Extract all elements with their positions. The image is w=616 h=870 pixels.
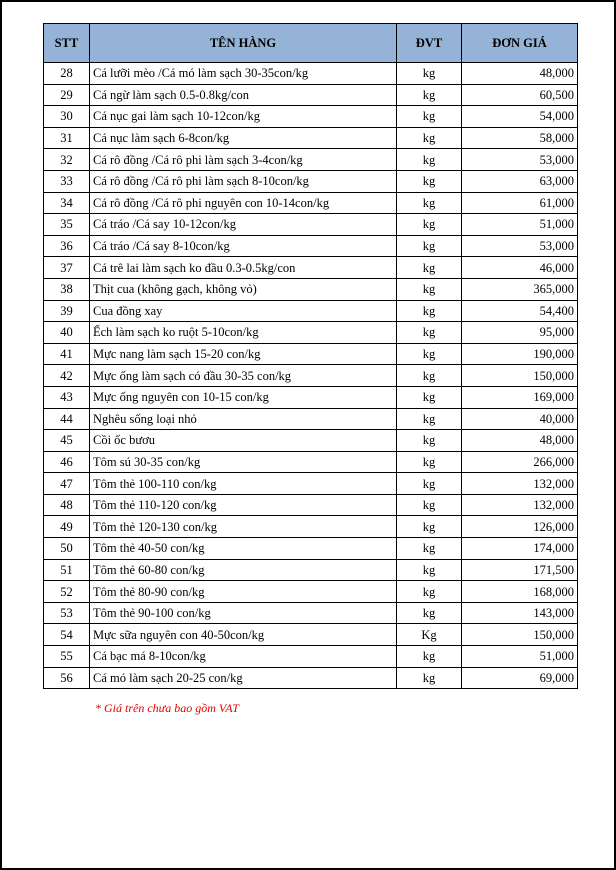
cell-unit: kg [397, 516, 462, 538]
cell-price: 53,000 [462, 235, 578, 257]
cell-stt: 36 [44, 235, 90, 257]
cell-name: Cua đồng xay [90, 300, 397, 322]
cell-unit: kg [397, 63, 462, 85]
cell-name: Cá rô đồng /Cá rô phi nguyên con 10-14con/kg [90, 192, 397, 214]
cell-price: 174,000 [462, 538, 578, 560]
cell-stt: 33 [44, 170, 90, 192]
vat-note: * Giá trên chưa bao gồm VAT [95, 701, 239, 715]
table-row [44, 430, 578, 452]
cell-stt: 42 [44, 365, 90, 387]
cell-price: 132,000 [462, 473, 578, 495]
cell-price: 48,000 [462, 63, 578, 85]
cell-name: Tôm thẻ 100-110 con/kg [90, 473, 397, 495]
cell-price: 126,000 [462, 516, 578, 538]
cell-name: Tôm sú 30-35 con/kg [90, 451, 397, 473]
table-row [44, 149, 578, 171]
table-row [44, 214, 578, 236]
cell-stt: 48 [44, 494, 90, 516]
cell-stt: 41 [44, 343, 90, 365]
table-row [44, 386, 578, 408]
cell-unit: kg [397, 408, 462, 430]
cell-price: 169,000 [462, 386, 578, 408]
table-row [44, 516, 578, 538]
cell-price: 58,000 [462, 127, 578, 149]
cell-price: 48,000 [462, 430, 578, 452]
cell-name: Nghêu sống loại nhỏ [90, 408, 397, 430]
cell-price: 60,500 [462, 84, 578, 106]
cell-stt: 50 [44, 538, 90, 560]
cell-price: 150,000 [462, 365, 578, 387]
cell-name: Cá nục gai làm sạch 10-12con/kg [90, 106, 397, 128]
cell-price: 143,000 [462, 602, 578, 624]
table-row [44, 84, 578, 106]
cell-name: Cá nục làm sạch 6-8con/kg [90, 127, 397, 149]
cell-name: Tôm thẻ 110-120 con/kg [90, 494, 397, 516]
table-header-row [44, 24, 578, 63]
cell-price: 365,000 [462, 278, 578, 300]
cell-name: Tôm thẻ 80-90 con/kg [90, 581, 397, 603]
cell-price: 46,000 [462, 257, 578, 279]
cell-unit: kg [397, 214, 462, 236]
price-table [43, 23, 578, 689]
cell-stt: 51 [44, 559, 90, 581]
table-body [44, 63, 578, 689]
cell-unit: kg [397, 386, 462, 408]
header-name: TÊN HÀNG [90, 24, 397, 63]
cell-price: 132,000 [462, 494, 578, 516]
table-row [44, 343, 578, 365]
cell-stt: 29 [44, 84, 90, 106]
cell-unit: kg [397, 106, 462, 128]
cell-price: 168,000 [462, 581, 578, 603]
table-row [44, 667, 578, 689]
cell-price: 69,000 [462, 667, 578, 689]
cell-name: Ếch làm sạch ko ruột 5-10con/kg [90, 322, 397, 344]
cell-stt: 31 [44, 127, 90, 149]
cell-name: Cá mó làm sạch 20-25 con/kg [90, 667, 397, 689]
table-row [44, 365, 578, 387]
cell-name: Cá lưỡi mèo /Cá mó làm sạch 30-35con/kg [90, 63, 397, 85]
cell-stt: 46 [44, 451, 90, 473]
cell-price: 266,000 [462, 451, 578, 473]
table-row [44, 624, 578, 646]
header-price: ĐƠN GIÁ [462, 24, 578, 63]
table-row [44, 170, 578, 192]
table-row [44, 646, 578, 668]
cell-name: Mực ống làm sạch có đầu 30-35 con/kg [90, 365, 397, 387]
cell-price: 61,000 [462, 192, 578, 214]
cell-stt: 52 [44, 581, 90, 603]
cell-name: Cá rô đồng /Cá rô phi làm sạch 3-4con/kg [90, 149, 397, 171]
cell-name: Tôm thẻ 60-80 con/kg [90, 559, 397, 581]
table-row [44, 63, 578, 85]
cell-stt: 40 [44, 322, 90, 344]
cell-price: 51,000 [462, 214, 578, 236]
cell-unit: kg [397, 84, 462, 106]
cell-unit: kg [397, 127, 462, 149]
cell-unit: kg [397, 667, 462, 689]
table-row [44, 300, 578, 322]
cell-unit: kg [397, 149, 462, 171]
cell-unit: kg [397, 494, 462, 516]
cell-stt: 47 [44, 473, 90, 495]
cell-price: 40,000 [462, 408, 578, 430]
table-row [44, 127, 578, 149]
cell-unit: kg [397, 170, 462, 192]
table-row [44, 235, 578, 257]
cell-unit: kg [397, 300, 462, 322]
table-row [44, 106, 578, 128]
cell-unit: kg [397, 235, 462, 257]
cell-price: 51,000 [462, 646, 578, 668]
cell-price: 63,000 [462, 170, 578, 192]
cell-unit: kg [397, 451, 462, 473]
cell-stt: 54 [44, 624, 90, 646]
cell-price: 95,000 [462, 322, 578, 344]
cell-name: Cá rô đồng /Cá rô phi làm sạch 8-10con/kg [90, 170, 397, 192]
cell-price: 54,000 [462, 106, 578, 128]
cell-price: 53,000 [462, 149, 578, 171]
cell-stt: 35 [44, 214, 90, 236]
cell-stt: 56 [44, 667, 90, 689]
table-row [44, 408, 578, 430]
cell-name: Mực sữa nguyên con 40-50con/kg [90, 624, 397, 646]
cell-name: Cá tráo /Cá say 8-10con/kg [90, 235, 397, 257]
table-row [44, 473, 578, 495]
cell-stt: 32 [44, 149, 90, 171]
cell-unit: kg [397, 343, 462, 365]
cell-stt: 53 [44, 602, 90, 624]
cell-stt: 30 [44, 106, 90, 128]
cell-name: Cá trê lai làm sạch ko đầu 0.3-0.5kg/con [90, 257, 397, 279]
cell-name: Cá tráo /Cá say 10-12con/kg [90, 214, 397, 236]
cell-unit: kg [397, 430, 462, 452]
cell-price: 54,400 [462, 300, 578, 322]
cell-name: Cá bạc má 8-10con/kg [90, 646, 397, 668]
cell-price: 150,000 [462, 624, 578, 646]
cell-stt: 44 [44, 408, 90, 430]
cell-stt: 39 [44, 300, 90, 322]
cell-unit: kg [397, 278, 462, 300]
cell-unit: kg [397, 646, 462, 668]
cell-unit: kg [397, 581, 462, 603]
header-unit: ĐVT [397, 24, 462, 63]
cell-price: 171,500 [462, 559, 578, 581]
cell-name: Mực nang làm sạch 15-20 con/kg [90, 343, 397, 365]
cell-unit: kg [397, 192, 462, 214]
table-row [44, 559, 578, 581]
cell-stt: 49 [44, 516, 90, 538]
cell-stt: 28 [44, 63, 90, 85]
table-row [44, 602, 578, 624]
table-row [44, 451, 578, 473]
cell-unit: kg [397, 473, 462, 495]
cell-unit: kg [397, 322, 462, 344]
table-row [44, 278, 578, 300]
cell-stt: 43 [44, 386, 90, 408]
cell-price: 190,000 [462, 343, 578, 365]
table-row [44, 322, 578, 344]
cell-unit: kg [397, 559, 462, 581]
cell-name: Mực ống nguyên con 10-15 con/kg [90, 386, 397, 408]
table-row [44, 538, 578, 560]
table-row [44, 257, 578, 279]
cell-unit: kg [397, 365, 462, 387]
cell-name: Tôm thẻ 120-130 con/kg [90, 516, 397, 538]
cell-stt: 34 [44, 192, 90, 214]
cell-unit: Kg [397, 624, 462, 646]
cell-unit: kg [397, 602, 462, 624]
cell-name: Tôm thẻ 40-50 con/kg [90, 538, 397, 560]
cell-name: Tôm thẻ 90-100 con/kg [90, 602, 397, 624]
cell-unit: kg [397, 257, 462, 279]
cell-stt: 37 [44, 257, 90, 279]
table-row [44, 581, 578, 603]
header-stt: STT [44, 24, 90, 63]
cell-name: Cá ngừ làm sạch 0.5-0.8kg/con [90, 84, 397, 106]
table-row [44, 192, 578, 214]
cell-unit: kg [397, 538, 462, 560]
cell-stt: 45 [44, 430, 90, 452]
table-row [44, 494, 578, 516]
cell-name: Thịt cua (không gạch, không vỏ) [90, 278, 397, 300]
cell-stt: 38 [44, 278, 90, 300]
cell-name: Cồi ốc bươu [90, 430, 397, 452]
cell-stt: 55 [44, 646, 90, 668]
